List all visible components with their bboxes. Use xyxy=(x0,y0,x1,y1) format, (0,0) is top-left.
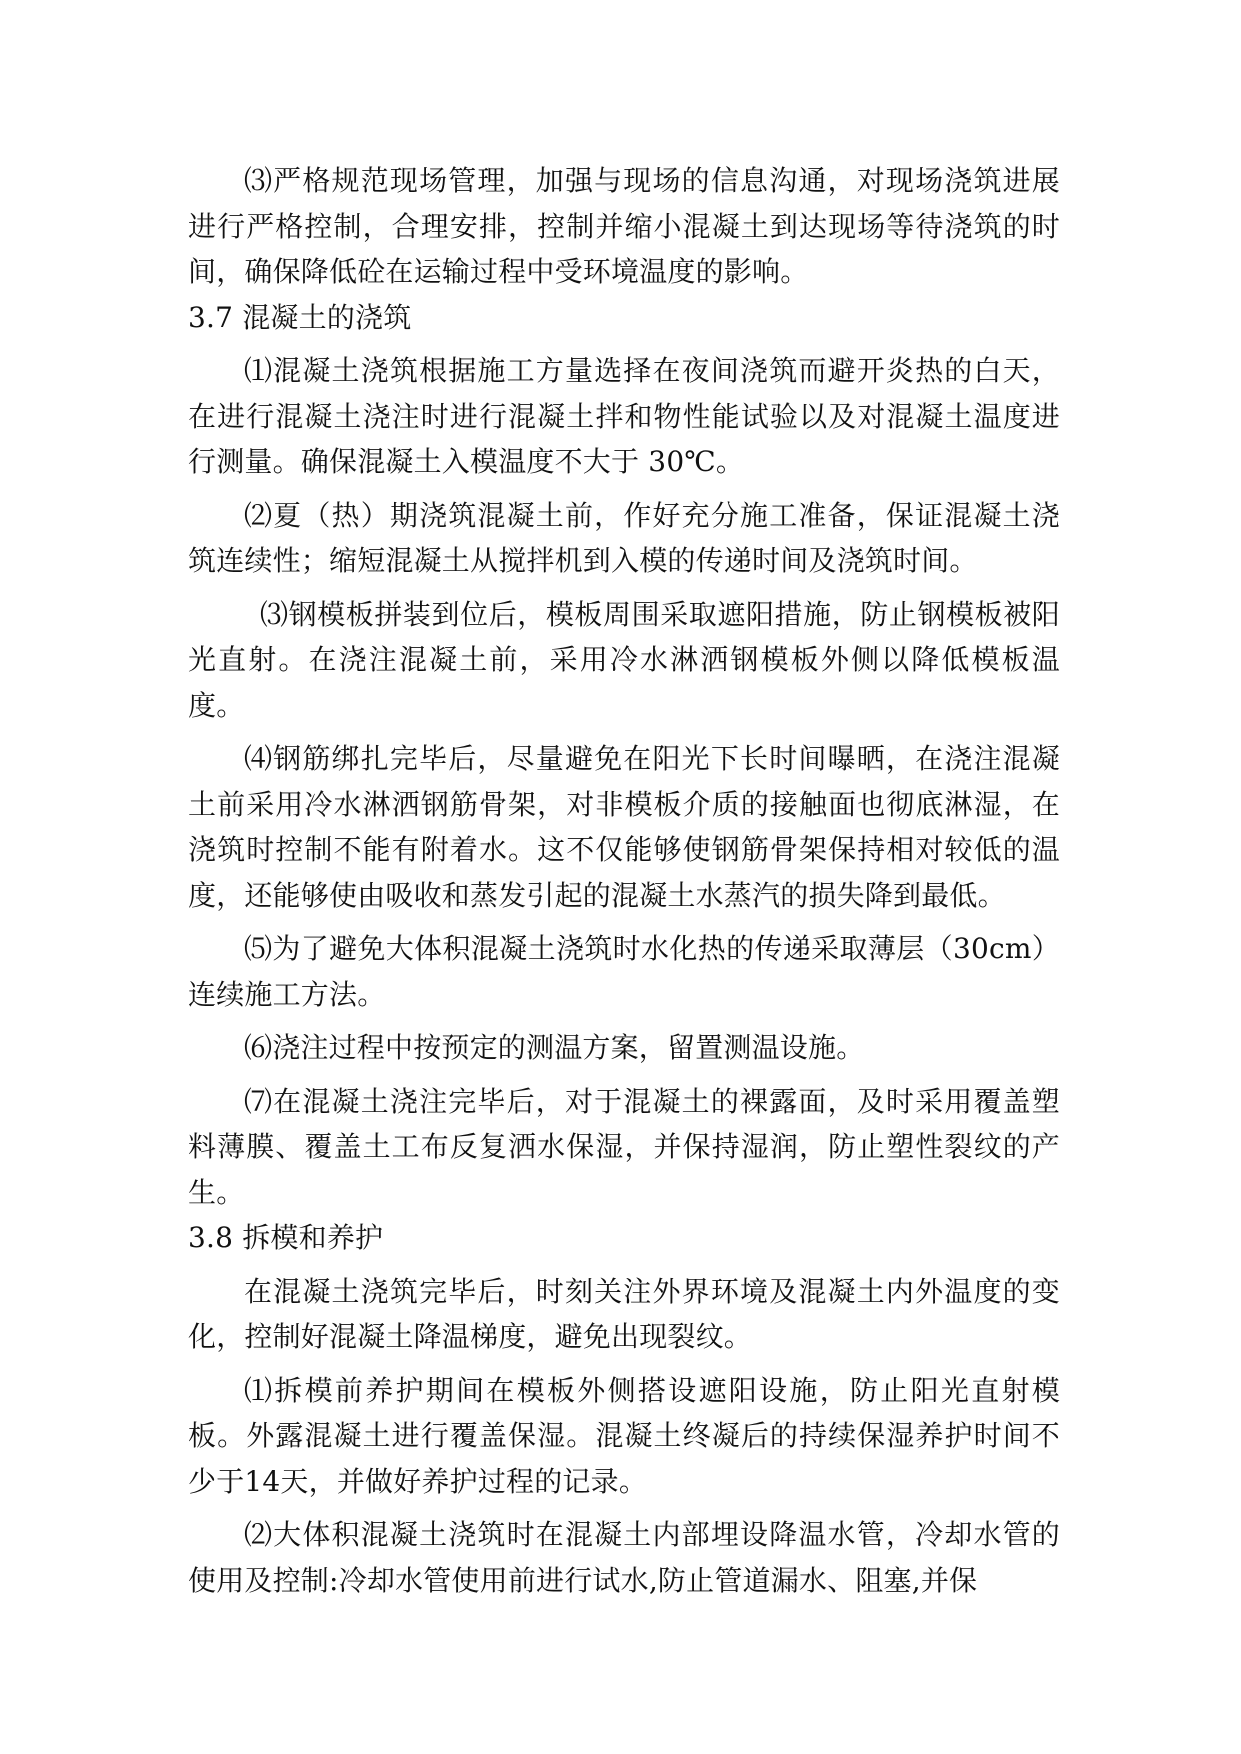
paragraph-3-8-1: ⑴拆模前养护期间在模板外侧搭设遮阳设施，防止阳光直射模板。外露混凝土进行覆盖保湿。混凝土终凝后的持续保湿养护时间不少于14天，并做好养护过程的记录。 xyxy=(188,1373,1060,1498)
paragraph-3-7-3: ⑶钢模板拼装到位后，模板周围采取遮阳措施，防止钢模板被阳光直射。在浇注混凝土前，采用冷水淋洒钢模板外侧以降低模板温度。 xyxy=(188,597,1060,722)
paragraph-3-8-intro: 在混凝土浇筑完毕后，时刻关注外界环境及混凝土内外温度的变化，控制好混凝土降温梯度，避免出现裂纹。 xyxy=(188,1274,1060,1353)
paragraph-3-8-2: ⑵大体积混凝土浇筑时在混凝土内部埋设降温水管，冷却水管的使用及控制:冷却水管使用前进行试水,防止管道漏水、阻塞,并保 xyxy=(188,1518,1060,1597)
section-heading-3-8: 3.8 拆模和养护 xyxy=(188,1221,384,1254)
paragraph-3-3: ⑶严格规范现场管理，加强与现场的信息沟通，对现场浇筑进展进行严格控制，合理安排，控制并缩小混凝土到达现场等待浇筑的时间，确保降低砼在运输过程中受环境温度的影响。 xyxy=(188,164,1060,288)
section-heading-3-7: 3.7 混凝土的浇筑 xyxy=(188,300,412,334)
paragraph-3-7-4: ⑷钢筋绑扎完毕后，尽量避免在阳光下长时间曝晒，在浇注混凝土前采用冷水淋洒钢筋骨架，对非模板介质的接触面也彻底淋湿，在浇筑时控制不能有附着水。这不仅能够使钢筋骨架保持相对较低的温度，还能够使由吸收和蒸发引起的混凝土水蒸汽的损失降到最低。 xyxy=(188,742,1060,912)
paragraph-3-7-2: ⑵夏（热）期浇筑混凝土前，作好充分施工准备，保证混凝土浇筑连续性；缩短混凝土从搅拌机到入模的传递时间及浇筑时间。 xyxy=(188,498,1060,577)
paragraph-3-7-7: ⑺在混凝土浇注完毕后，对于混凝土的裸露面，及时采用覆盖塑料薄膜、覆盖土工布反复洒水保湿，并保持湿润，防止塑性裂纹的产生。 xyxy=(188,1084,1060,1209)
paragraph-3-7-6: ⑹浇注过程中按预定的测温方案，留置测温设施。 xyxy=(244,1031,865,1064)
paragraph-3-7-5: ⑸为了避免大体积混凝土浇筑时水化热的传递采取薄层（30cm）连续施工方法。 xyxy=(188,932,1060,1011)
document-body xyxy=(188,158,1060,1603)
paragraph-3-7-1: ⑴混凝土浇筑根据施工方量选择在夜间浇筑而避开炎热的白天，在进行混凝土浇注时进行混凝土拌和物性能试验以及对混凝土温度进行测量。确保混凝土入模温度不大于 30℃。 xyxy=(188,354,1060,478)
